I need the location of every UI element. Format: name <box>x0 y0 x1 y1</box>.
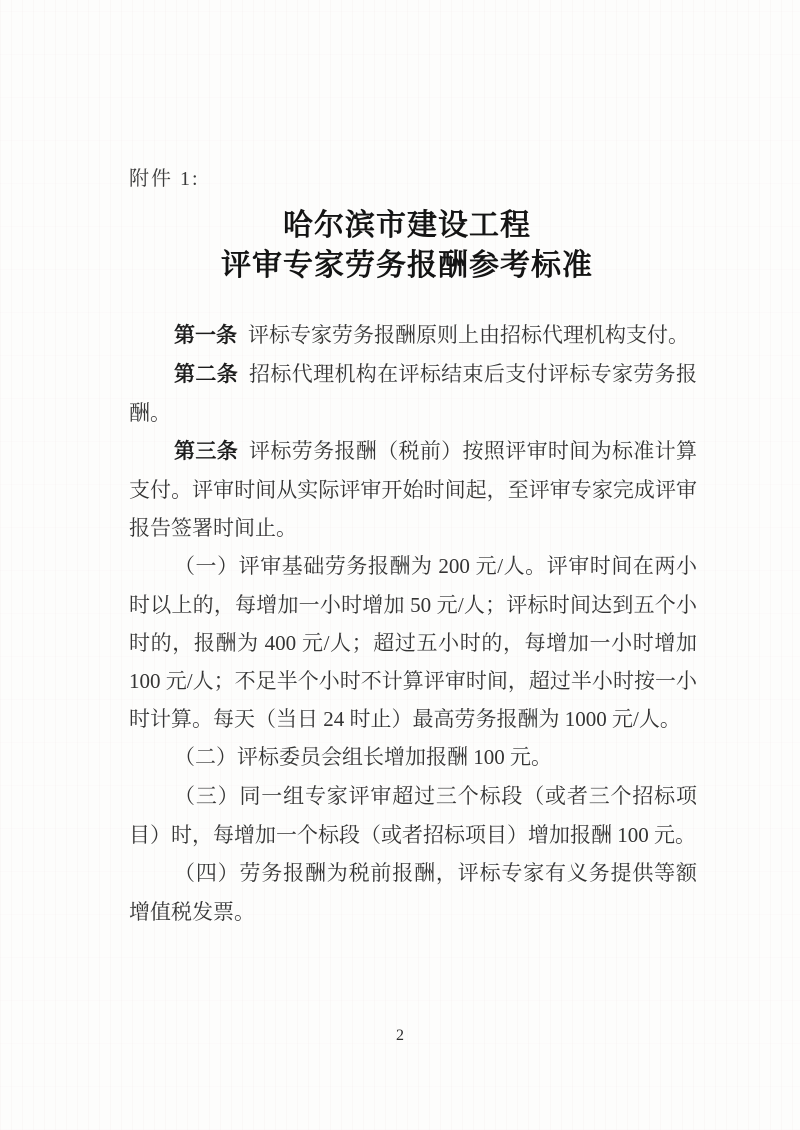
clause-4 <box>129 854 697 931</box>
document-title-line1: 哈尔滨市建设工程 <box>283 209 531 242</box>
article-2 <box>129 355 697 432</box>
document-title <box>123 206 691 286</box>
clause-4-text: （四）劳务报酬为税前报酬，评标专家有义务提供等额增值税发票。 <box>129 861 697 924</box>
document-content <box>129 0 697 931</box>
article-2-lead: 第二条 <box>174 363 239 386</box>
article-1-lead: 第一条 <box>174 324 237 347</box>
article-3-text: 评标劳务报酬（税前）按照评审时间为标准计算支付。评审时间从实际评审开始时间起，至评审专家完成评审报告签署时间止。 <box>129 439 698 540</box>
document-title-line2: 评审专家劳务报酬参考标准 <box>221 249 593 282</box>
clause-1 <box>129 547 697 738</box>
article-3 <box>129 432 697 547</box>
document-body <box>129 316 697 931</box>
article-2-text: 招标代理机构在评标结束后支付评标专家劳务报酬。 <box>129 362 698 425</box>
attachment-label: 附件 1: <box>129 168 200 190</box>
clause-3-text: （三）同一组专家评审超过三个标段（或者三个招标项目）时，每增加一个标段（或者招标项目）增加报酬 100 元。 <box>129 784 697 847</box>
article-3-lead: 第三条 <box>174 440 239 463</box>
clause-2-text: （二）评标委员会组长增加报酬 100 元。 <box>174 745 552 769</box>
page-number: 2 <box>396 1027 404 1044</box>
clause-2 <box>129 738 697 777</box>
article-1 <box>129 316 697 355</box>
article-1-text: 评标专家劳务报酬原则上由招标代理机构支付。 <box>248 323 689 347</box>
clause-3 <box>129 777 697 854</box>
clause-1-text: （一）评审基础劳务报酬为 200 元/人。评审时间在两小时以上的，每增加一小时增加 50 元/人；评标时间达到五个小时的，报酬为 400 元/人；超过五小时的，每增加一小时增加 100 元/人；不足半个小时不计算评审时间，超过半小时按一小时计算。每天（当日 24 时止）最高劳务报酬为 1000 元/人。 <box>129 554 697 731</box>
